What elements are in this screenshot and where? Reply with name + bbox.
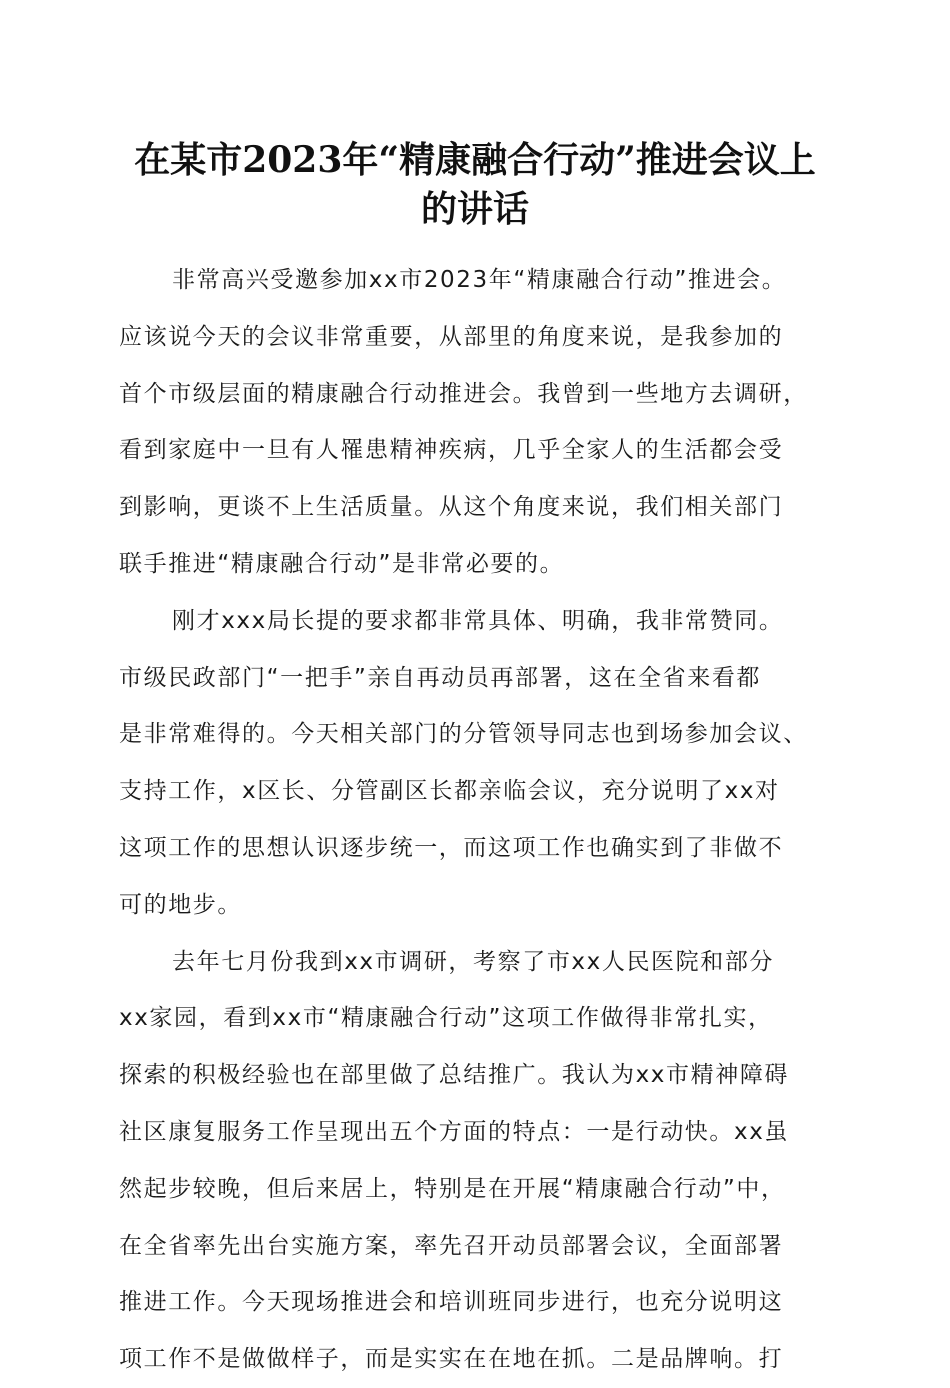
text-line: 去年七月份我到xx市调研，考察了市xx人民医院和部分 xyxy=(172,948,775,975)
text-line: 看到家庭中一旦有人罹患精神疾病，几乎全家人的生活都会受 xyxy=(119,437,784,464)
paragraph-1 xyxy=(119,252,839,593)
text-line: 非常高兴受邀参加xx市2023年“精康融合行动”推进会。 xyxy=(172,267,787,293)
text-line: 项工作不是做做样子，而是实实在在地在抓。二是品牌响。打 xyxy=(119,1346,784,1373)
text-line: 到影响，更谈不上生活质量。从这个角度来说，我们相关部门 xyxy=(119,494,784,521)
text-line: 推进工作。今天现场推进会和培训班同步进行，也充分说明这 xyxy=(119,1289,784,1316)
text-line: 应该说今天的会议非常重要，从部里的角度来说，是我参加的 xyxy=(119,323,784,350)
text-line: 可的地步。 xyxy=(119,891,242,918)
text-line: 支持工作，x区长、分管副区长都亲临会议，充分说明了xx对 xyxy=(119,778,780,805)
text-line: 联手推进“精康融合行动”是非常必要的。 xyxy=(119,550,565,577)
document-body xyxy=(119,252,839,1388)
text-line: 探索的积极经验也在部里做了总结推广。我认为xx市精神障碍 xyxy=(119,1062,790,1089)
text-line: 是非常难得的。今天相关部门的分管领导同志也到场参加会议、 xyxy=(119,721,808,748)
text-line: xx家园，看到xx市“精康融合行动”这项工作做得非常扎实， xyxy=(119,1005,773,1032)
text-line: 首个市级层面的精康融合行动推进会。我曾到一些地方去调研， xyxy=(119,380,808,407)
text-line: 这项工作的思想认识逐步统一，而这项工作也确实到了非做不 xyxy=(119,834,784,861)
text-line: 市级民政部门“一把手”亲自再动员再部署，这在全省来看都 xyxy=(119,664,762,691)
text-line: 在全省率先出台实施方案，率先召开动员部署会议，全面部署 xyxy=(119,1232,784,1259)
text-line: 社区康复服务工作呈现出五个方面的特点：一是行动快。xx虽 xyxy=(119,1118,790,1145)
paragraph-3 xyxy=(119,934,839,1388)
text-line: 然起步较晚，但后来居上，特别是在开展“精康融合行动”中， xyxy=(119,1175,786,1202)
document-title-line-1: 在某市2023年“精康融合行动”推进会议上 xyxy=(134,139,816,181)
text-line: 刚才xxx局长提的要求都非常具体、明确，我非常赞同。 xyxy=(172,607,784,634)
paragraph-2 xyxy=(119,593,839,934)
document-title-line-2: 的讲话 xyxy=(420,188,529,230)
